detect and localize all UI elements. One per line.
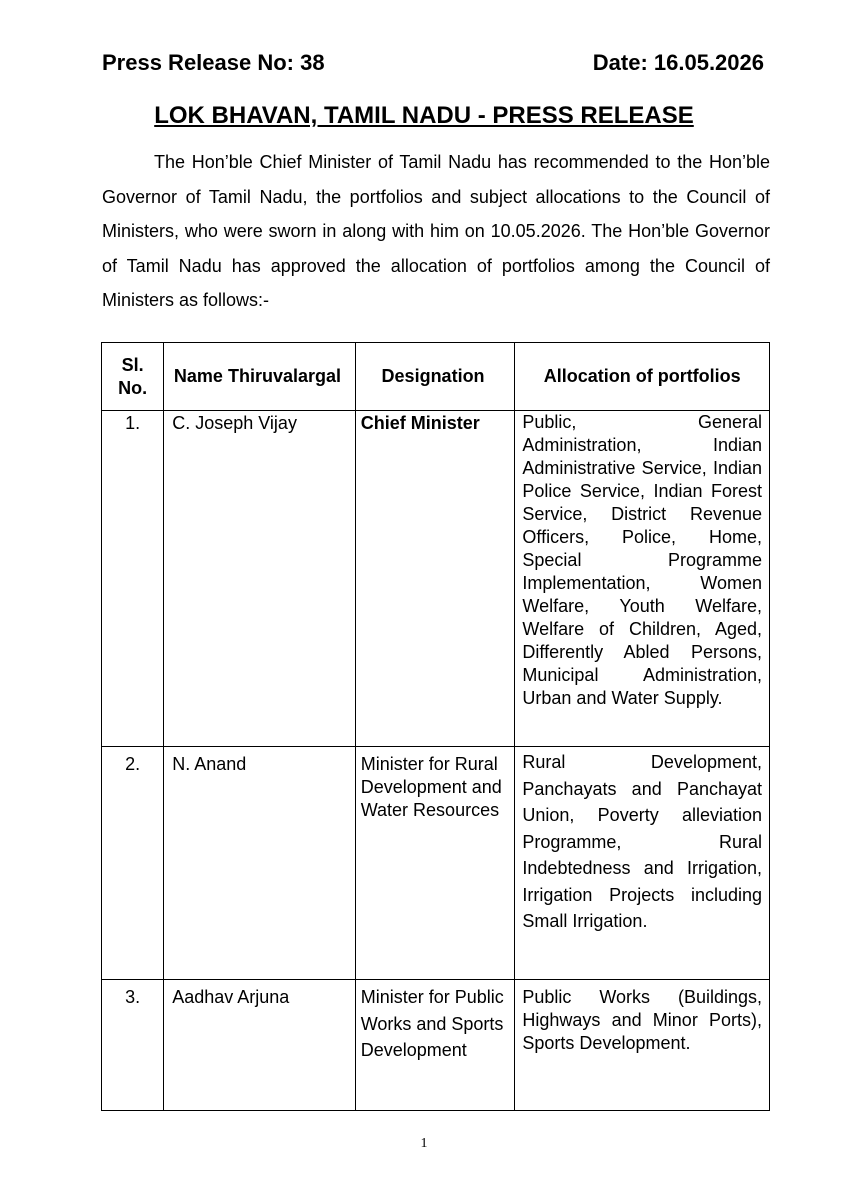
cell-name: C. Joseph Vijay [164, 411, 356, 747]
header-sl-no: Sl. No. [102, 343, 164, 411]
table-row [102, 411, 770, 747]
table-row [102, 980, 770, 1111]
header-portfolios: Allocation of portfolios [515, 343, 770, 411]
cell-sl-no: 1. [102, 411, 164, 747]
header-name: Name Thiruvalargal [164, 343, 356, 411]
cell-designation: Minister for Rural Development and Water Resources [355, 747, 515, 980]
intro-paragraph: The Hon’ble Chief Minister of Tamil Nadu has recommended to the Hon’ble Governor of Tamil Nadu, the portfolios and subject allocations to the Council of Ministers, who were sworn in along with him on 10.05.2026. The Hon’ble Governor of Tamil Nadu has approved the allocation of portfolios among the Council of Ministers as follows:- [102, 152, 770, 310]
header-designation: Designation [355, 343, 515, 411]
cell-designation: Chief Minister [355, 411, 515, 747]
press-release-number: Press Release No: 38 [102, 50, 325, 75]
cell-portfolios: Public, General Administration, Indian Administrative Service, Indian Police Service, Indian Forest Service, District Revenue Officers, Police, Home, Special Programme Implementation, Women Welfare, Youth Welfare, Welfare of Children, Aged, Differently Abled Persons, Municipal Administration, Urban and Water Supply. [515, 411, 770, 747]
cell-portfolios: Rural Development, Panchayats and Panchayat Union, Poverty alleviation Programme, Rural Indebtedness and Irrigation, Irrigation Projects including Small Irrigation. [515, 747, 770, 980]
cell-designation: Minister for Public Works and Sports Development [355, 980, 515, 1111]
page-number: 1 [420, 1136, 428, 1151]
cell-sl-no: 2. [102, 747, 164, 980]
table-header-row [102, 343, 770, 411]
press-release-header [102, 50, 764, 76]
cell-name: N. Anand [164, 747, 356, 980]
cell-sl-no: 3. [102, 980, 164, 1111]
cell-name: Aadhav Arjuna [164, 980, 356, 1111]
document-title: LOK BHAVAN, TAMIL NADU - PRESS RELEASE [154, 102, 694, 129]
table-row [102, 747, 770, 980]
release-date: Date: 16.05.2026 [592, 50, 764, 75]
cell-portfolios: Public Works (Buildings, Highways and Minor Ports), Sports Development. [515, 980, 770, 1111]
portfolio-allocation-table [101, 342, 770, 1111]
